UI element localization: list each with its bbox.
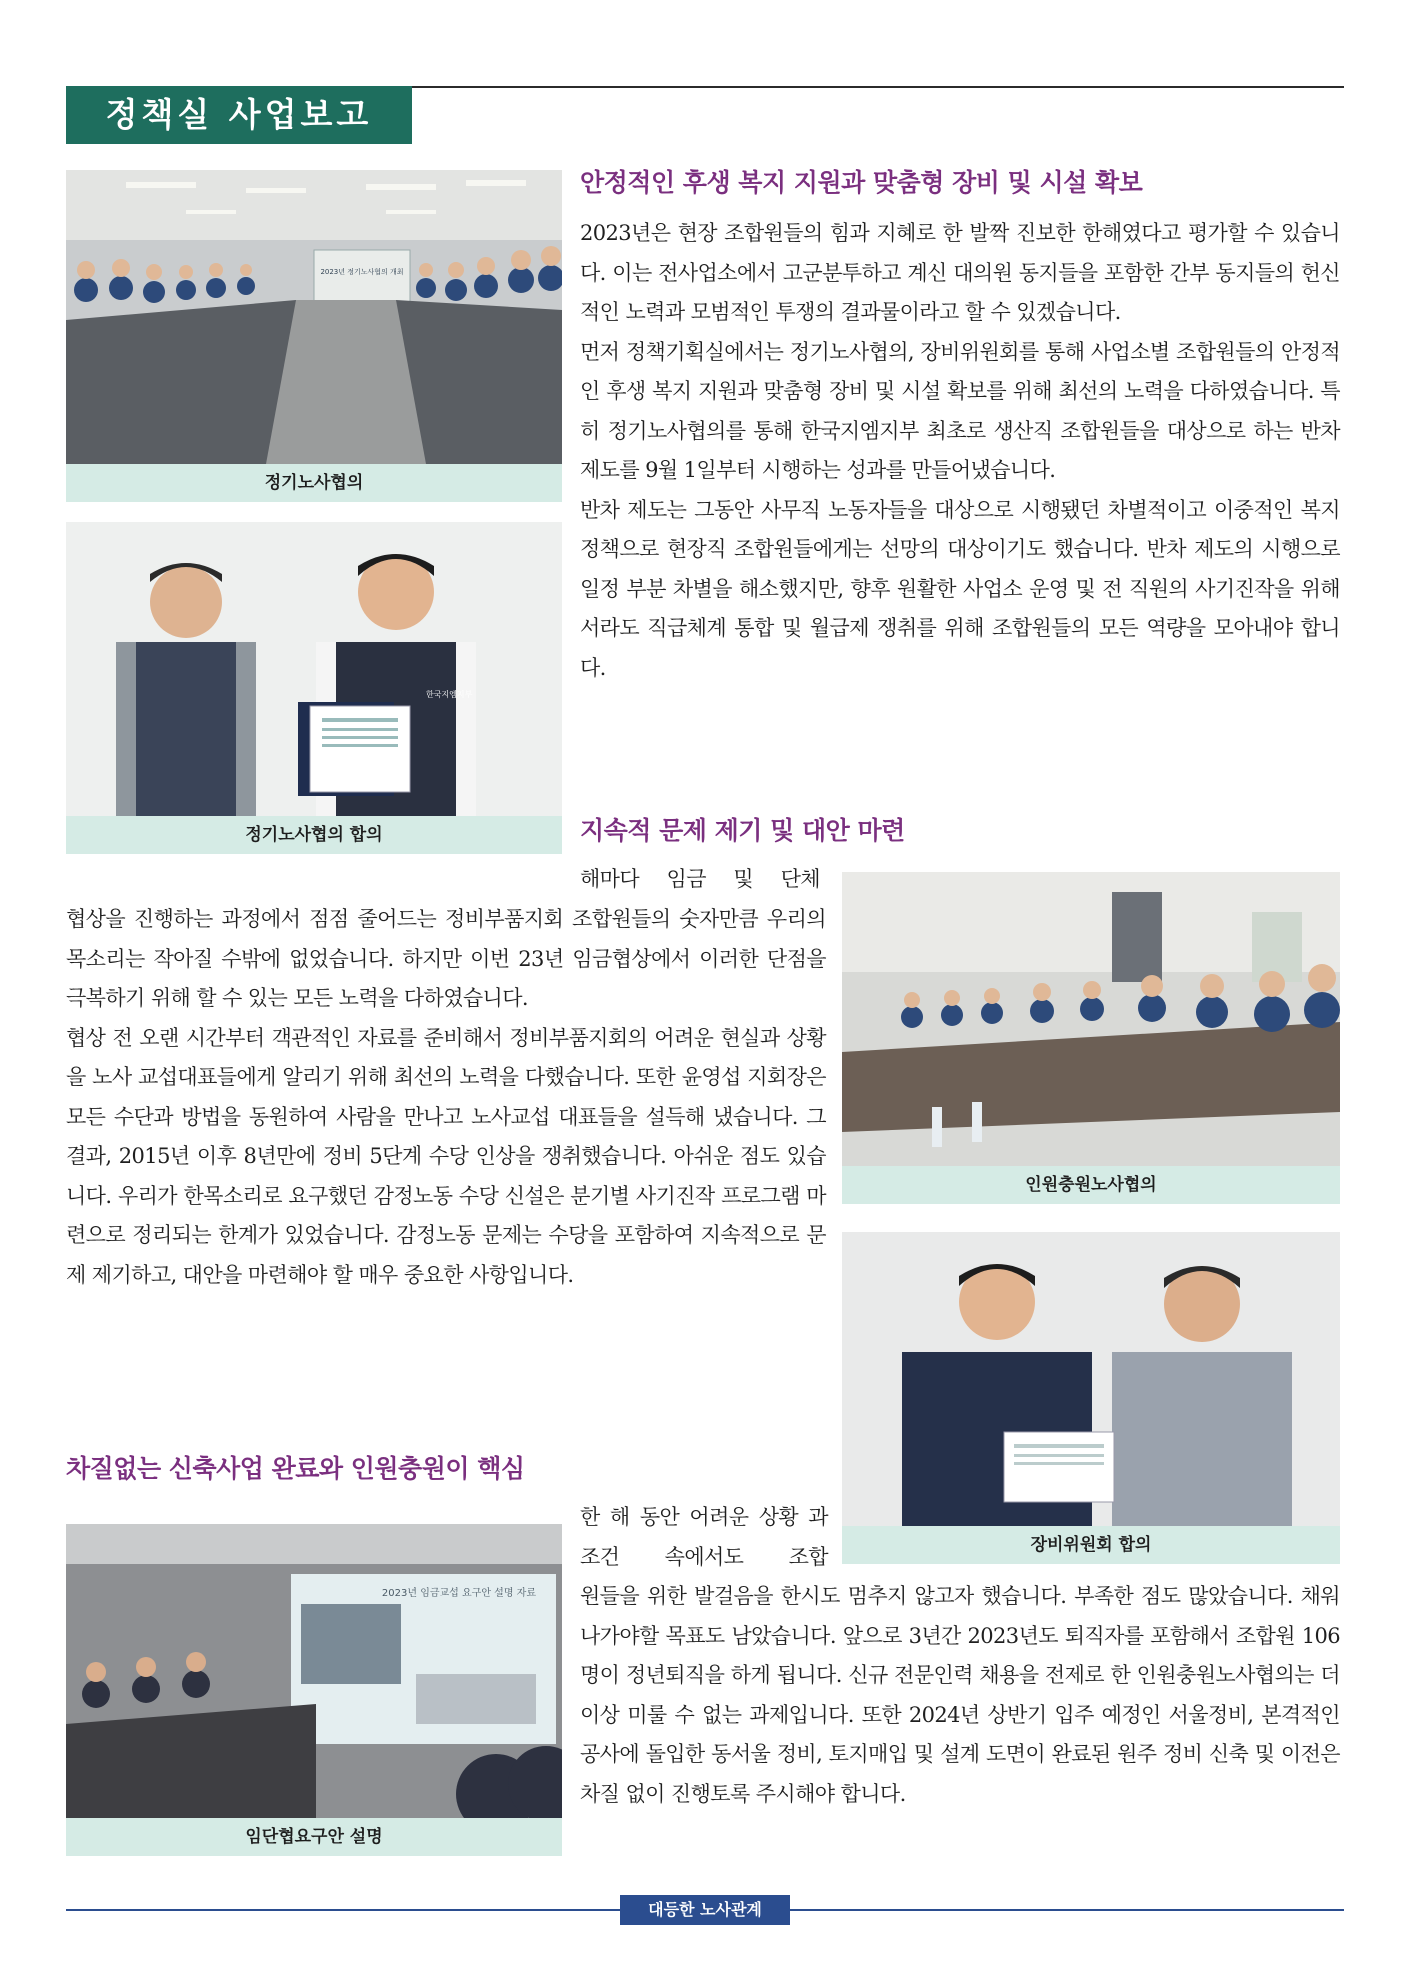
photo-equipment-committee-agreement [842, 1232, 1340, 1526]
section-heading: 지속적 문제 제기 및 대안 마련 [580, 816, 905, 845]
meeting-room-illustration [66, 170, 562, 464]
section-body [580, 1577, 1340, 1814]
screen-text: 2023년 정기노사협의 개최 [320, 268, 404, 276]
photo-caption: 정기노사협의 [66, 464, 562, 502]
section-heading: 안정적인 후생 복지 지원과 맞춤형 장비 및 시설 확보 [580, 168, 1143, 197]
paragraph: 먼저 정책기획실에서는 정기노사협의, 장비위원회를 통해 사업소별 조합원들의 안정적인 후생 복지 지원과 맞춤형 장비 및 시설 확보를 위해 최선의 노력을 다하였습니다. 특히 정기노사협의를 통해 한국지엠지부 최초로 생산직 조합원들을 대상으로 하는 반차 제도를 9월 1일부터 시행하는 성과를 만들어냈습니다. [580, 339, 1340, 482]
photo-wage-demand-briefing [66, 1524, 562, 1818]
agreement-illustration [842, 1232, 1340, 1526]
paragraph: 협상을 진행하는 과정에서 점점 줄어드는 정비부품지회 조합원들의 숫자만큼 우리의 목소리는 작아질 수밖에 없었습니다. 하지만 이번 23년 임금협상에서 이러한 단점을 극복하기 위해 할 수 있는 모든 노력을 다하였습니다. [66, 907, 826, 1010]
vest-text: 한국지엠지부 [426, 690, 473, 699]
section-lead: 해마다 임금 및 단체 [580, 867, 820, 891]
agreement-illustration [66, 522, 562, 816]
page-title: 정책실 사업보고 [66, 86, 412, 144]
photo-caption: 장비위원회 합의 [842, 1526, 1340, 1564]
footer-rule-right [790, 1909, 1344, 1911]
photo-caption: 임단협요구안 설명 [66, 1818, 562, 1856]
section-body [580, 214, 1340, 688]
briefing-illustration [66, 1524, 562, 1818]
paragraph: 반차 제도는 그동안 사무직 노동자들을 대상으로 시행됐던 차별적이고 이중적인 복지정책으로 현장직 조합원들에게는 선망의 대상이기도 했습니다. 반차 제도의 시행으로 일정 부분 차별을 해소했지만, 향후 원활한 사업소 운영 및 전 직원의 사기진작을 위해서라도 직급체계 통합 및 월급제 쟁취를 위해 조합원들의 모든 역량을 모아내야 합니다. [580, 497, 1340, 680]
footer-rule-left [66, 1909, 620, 1911]
paragraph: 협상 전 오랜 시간부터 객관적인 자료를 준비해서 정비부품지회의 어려운 현실과 상황을 노사 교섭대표들에게 알리기 위해 최선의 노력을 다했습니다. 또한 윤영섭 지회장은 모든 수단과 방법을 동원하여 사람을 만나고 노사교섭 대표들을 설득해 냈습니다. 그 결과, 2015년 이후 8년만에 정비 5단계 수당 인상을 쟁취했습니다. 아쉬운 점도 있습니다. 우리가 한목소리로 요구했던 감정노동 수당 신설은 분기별 사기진작 프로그램 마련으로 정리되는 한계가 있었습니다. 감정노동 문제는 수당을 포함하여 지속적으로 문제 제기하고, 대안을 마련해야 할 매우 중요한 사항입니다. [66, 1025, 826, 1287]
paragraph: 2023년은 현장 조합원들의 힘과 지혜로 한 발짝 진보한 한해였다고 평가할 수 있습니다. 이는 전사업소에서 고군분투하고 계신 대의원 동지들을 포함한 간부 동지들의 헌신적인 노력과 모범적인 투쟁의 결과물이라고 할 수 있겠습니다. [580, 221, 1340, 324]
meeting-illustration [842, 872, 1340, 1166]
photo-caption: 인원충원노사협의 [842, 1166, 1340, 1204]
paragraph: 원들을 위한 발걸음을 한시도 멈추지 않고자 했습니다. 부족한 점도 많았습니다. 채워 나가야할 목표도 남았습니다. 앞으로 3년간 2023년도 퇴직자를 포함해서 조합원 106명이 정년퇴직을 하게 됩니다. 신규 전문인력 채용을 전제로 한 인원충원노사협의는 더 이상 미룰 수 없는 과제입니다. 또한 2024년 상반기 입주 예정인 서울정비, 본격적인 공사에 돌입한 동서울 정비, 토지매입 및 설계 도면이 완료된 원주 정비 신축 및 이전은 차질 없이 진행토록 주시해야 합니다. [580, 1584, 1340, 1806]
photo-caption: 정기노사협의 합의 [66, 816, 562, 854]
section-heading: 차질없는 신축사업 완료와 인원충원이 핵심 [66, 1454, 525, 1483]
section-lead: 한 해 동안 어려운 상황 과 조건 속에서도 조합 [580, 1505, 828, 1569]
screen-text: 2023년 임금교섭 요구안 설명 자료 [381, 1588, 536, 1599]
photo-regular-labor-agreement [66, 522, 562, 816]
photo-regular-labor-meeting [66, 170, 562, 464]
photo-staff-increase-meeting [842, 872, 1340, 1166]
section-body [66, 900, 826, 1295]
footer-label: 대등한 노사관계 [620, 1895, 790, 1925]
